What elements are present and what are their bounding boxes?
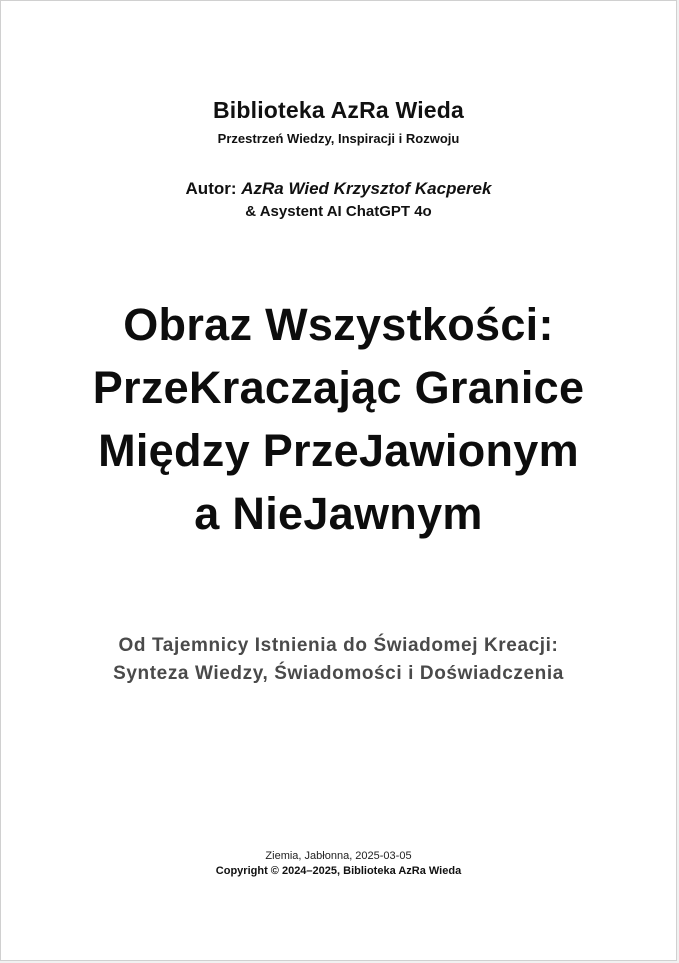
main-title-line-4: a NieJawnym <box>194 488 483 539</box>
subtitle-line-1: Od Tajemnicy Istnienia do Świadomej Kreacji: <box>118 635 559 656</box>
library-tagline: Przestrzeń Wiedzy, Inspiracji i Rozwoju <box>217 131 460 146</box>
assistant-credit: & Asystent AI ChatGPT 4o <box>245 203 432 220</box>
author-line <box>1 179 676 199</box>
copyright-notice: Copyright © 2024–2025, Biblioteka AzRa Wieda <box>215 865 462 877</box>
main-title-line-3: Między PrzeJawionym <box>98 425 579 476</box>
subtitle-line-2: Synteza Wiedzy, Świadomości i Doświadczenia <box>113 663 564 684</box>
main-title-line-2: PrzeKraczając Granice <box>92 362 585 413</box>
place-date: Ziemia, Jabłonna, 2025-03-05 <box>265 850 412 862</box>
library-name: Biblioteka AzRa Wieda <box>212 97 465 123</box>
main-title <box>1 293 676 545</box>
author-name: AzRa Wied Krzysztof Kacperek <box>241 179 492 198</box>
author-prefix: Autor: <box>185 179 242 198</box>
main-title-line-1: Obraz Wszystkości: <box>123 299 554 350</box>
subtitle <box>1 632 676 688</box>
